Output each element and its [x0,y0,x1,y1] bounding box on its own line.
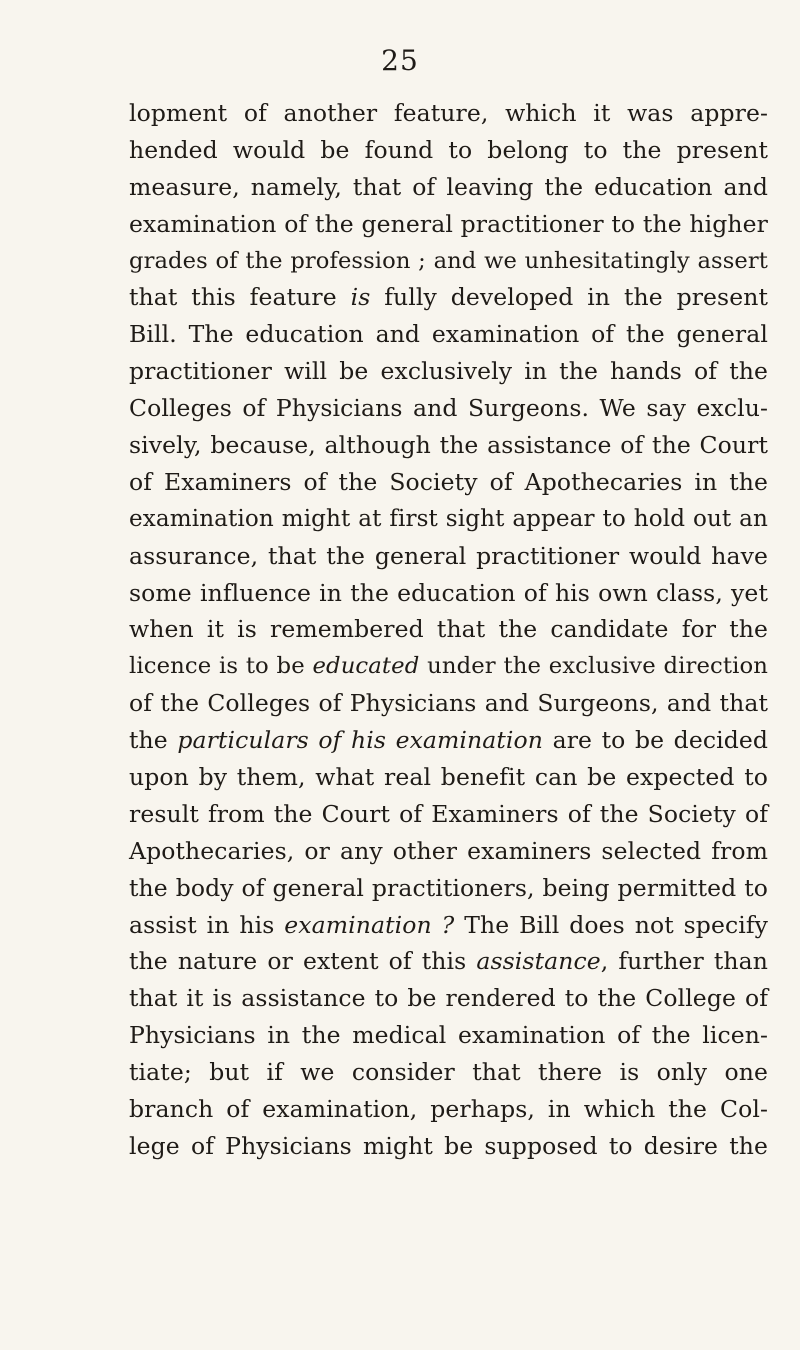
text-run: are to be decided [543,726,768,755]
text-run: of Examiners of the Society of Apothecaries in the [129,467,768,496]
text-run: Apothecaries, or any other examiners selected from [129,836,768,865]
italic-text: particulars of his examination [177,726,544,755]
text-run: lege of Physicians might be supposed to desire the [129,1131,768,1160]
text-run: Physicians in the medical examination of the licen- [129,1021,768,1050]
body-text [129,95,768,1165]
text-line [129,132,768,169]
text-run: fully developed in the present [370,283,769,312]
text-run: branch of examination, perhaps, in which the Col- [129,1095,768,1124]
text-line [129,1054,768,1091]
text-run: licence is to be [129,653,313,680]
text-line [129,206,768,243]
text-line [129,501,768,538]
text-run: examination of the general practitioner to the higher [129,209,768,238]
text-run: hended would be found to belong to the present [129,135,768,164]
text-run: practitioner will be exclusively in the hands of the [129,357,768,386]
text-line [129,427,768,464]
italic-text: examination ? [284,910,455,939]
text-line [129,390,768,427]
text-line [129,169,768,206]
text-run: result from the Court of Examiners of the Society of [129,799,768,828]
text-line [129,796,768,833]
italic-text: is [350,283,371,312]
text-run: assurance, that the general practitioner would have [129,541,768,570]
text-line [129,464,768,501]
text-run: Colleges of Physicians and Surgeons. We say exclu- [129,394,768,423]
text-run: The Bill does not specify [454,910,769,939]
italic-text: educated [312,653,420,680]
text-line [129,279,768,316]
text-line [129,722,768,759]
text-run: assist in his [129,910,285,939]
text-run: Bill. The education and examination of the general [129,320,768,349]
text-line [129,943,768,980]
text-line [129,95,768,132]
text-line [129,538,768,575]
text-run: that it is assistance to be rendered to the College of [129,984,768,1013]
text-run: the nature or extent of this [129,947,477,976]
text-line [129,316,768,353]
text-line [129,980,768,1017]
text-line [129,243,768,280]
text-run: grades of the profession ; and we unhesitatingly assert [129,247,768,274]
text-line [129,1128,768,1165]
text-line [129,759,768,796]
text-run: under the exclusive direction [419,653,768,680]
text-line [129,575,768,612]
text-line [129,353,768,390]
text-run: tiate; but if we consider that there is only one [129,1058,768,1087]
text-run: some influence in the education of his own class, yet [129,578,768,607]
text-run: sively, because, although the assistance of the Court [129,431,768,460]
text-line [129,1091,768,1128]
text-run: examination might at first sight appear to hold out an [129,505,768,532]
italic-text: assistance [476,947,601,976]
text-run: , further than [600,947,768,976]
text-run: of the Colleges of Physicians and Surgeons, and that [129,689,768,718]
page-number: 25 [381,44,419,77]
text-line [129,907,768,944]
text-line [129,685,768,722]
text-run: upon by them, what real benefit can be expected to [129,763,768,792]
text-line [129,648,768,685]
text-line [129,1017,768,1054]
text-line [129,833,768,870]
text-line [129,870,768,907]
text-run: that this feature [129,283,351,312]
text-line [129,611,768,648]
text-run: measure, namely, that of leaving the education and [129,172,768,201]
text-run: the body of general practitioners, being permitted to [129,873,768,902]
text-run: lopment of another feature, which it was appre- [129,99,768,127]
text-run: when it is remembered that the candidate for the [129,615,768,644]
text-run: the [129,726,178,755]
